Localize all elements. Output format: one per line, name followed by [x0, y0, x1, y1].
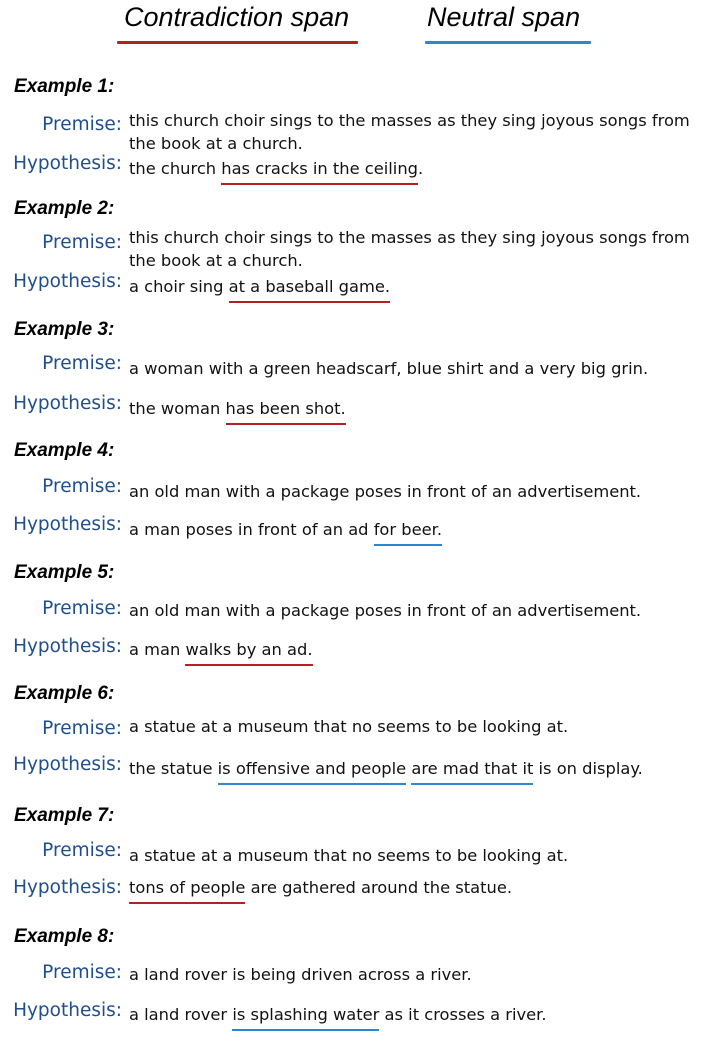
premise-text: this church choir sings to the masses as they sing joyous songs from the book at a church.	[129, 111, 690, 153]
hypothesis-segment: a man	[129, 640, 186, 659]
contradiction-span: has been shot.	[226, 399, 346, 425]
contradiction-span: tons of people	[129, 878, 245, 904]
hypothesis-segment: a man poses in front of an ad	[129, 520, 374, 539]
example-title: Example 2:	[14, 198, 115, 219]
hypothesis-label: Hypothesis:	[13, 514, 122, 535]
example-block	[0, 198, 728, 296]
example-block	[0, 562, 728, 659]
premise-text: an old man with a package poses in front of an advertisement.	[129, 482, 642, 501]
hypothesis-segment: a land rover	[129, 1005, 233, 1024]
premise-label: Premise:	[42, 353, 122, 374]
premise-label: Premise:	[42, 114, 122, 135]
example-title: Example 6:	[14, 683, 115, 704]
hypothesis-label: Hypothesis:	[13, 393, 122, 414]
premise-label: Premise:	[42, 598, 122, 619]
hypothesis-label: Hypothesis:	[13, 754, 122, 775]
example-block	[0, 683, 728, 778]
premise-label: Premise:	[42, 476, 122, 497]
legend-contradiction-line	[117, 41, 358, 44]
hypothesis-segment: a choir sing	[129, 277, 229, 296]
premise-label: Premise:	[42, 232, 122, 253]
hypothesis-text	[129, 1003, 719, 1026]
contradiction-span: walks by an ad.	[185, 640, 312, 666]
hypothesis-text	[129, 275, 719, 298]
example-block	[0, 319, 728, 418]
hypothesis-text	[129, 876, 719, 899]
hypothesis-segment: as it crosses a river.	[379, 1005, 547, 1024]
example-title: Example 8:	[14, 926, 115, 947]
premise-label: Premise:	[42, 718, 122, 739]
example-title: Example 3:	[14, 319, 115, 340]
example-title: Example 1:	[14, 76, 115, 97]
hypothesis-text	[129, 518, 719, 541]
legend-neutral-label: Neutral span	[427, 2, 581, 32]
hypothesis-label: Hypothesis:	[13, 636, 122, 657]
hypothesis-segment: is on display.	[533, 759, 643, 778]
premise-label: Premise:	[42, 962, 122, 983]
hypothesis-segment: the church	[129, 159, 222, 178]
hypothesis-segment: .	[417, 159, 424, 178]
example-block	[0, 805, 728, 898]
example-block	[0, 926, 728, 1024]
contradiction-span: has cracks in the ceiling	[221, 159, 418, 185]
hypothesis-text	[129, 757, 719, 780]
hypothesis-text	[129, 397, 719, 420]
neutral-span: are mad that it	[411, 759, 533, 785]
example-block	[0, 440, 728, 539]
premise-label: Premise:	[42, 840, 122, 861]
neutral-span: for beer.	[374, 520, 442, 546]
example-title: Example 5:	[14, 562, 115, 583]
premise-text: this church choir sings to the masses as they sing joyous songs from the book at a church.	[129, 228, 690, 270]
legend-neutral-line	[425, 41, 591, 44]
premise-text: a statue at a museum that no seems to be looking at.	[129, 846, 569, 865]
contradiction-span: at a baseball game.	[229, 277, 390, 303]
hypothesis-segment: are gathered around the statue.	[245, 878, 513, 897]
legend-contradiction-label: Contradiction span	[124, 2, 350, 32]
hypothesis-label: Hypothesis:	[13, 153, 122, 174]
hypothesis-label: Hypothesis:	[13, 271, 122, 292]
premise-text: a land rover is being driven across a river.	[129, 965, 472, 984]
hypothesis-label: Hypothesis:	[13, 1000, 122, 1021]
neutral-span: is offensive and people	[218, 759, 407, 785]
example-block	[0, 76, 728, 178]
example-title: Example 4:	[14, 440, 115, 461]
example-title: Example 7:	[14, 805, 115, 826]
hypothesis-segment: the statue	[129, 759, 218, 778]
premise-text: a statue at a museum that no seems to be looking at.	[129, 717, 569, 736]
premise-text: an old man with a package poses in front of an advertisement.	[129, 601, 642, 620]
premise-text: a woman with a green headscarf, blue shirt and a very big grin.	[129, 359, 649, 378]
hypothesis-text	[129, 638, 719, 661]
hypothesis-label: Hypothesis:	[13, 877, 122, 898]
neutral-span: is splashing water	[232, 1005, 379, 1031]
hypothesis-text	[129, 157, 719, 180]
hypothesis-segment: the woman	[129, 399, 226, 418]
